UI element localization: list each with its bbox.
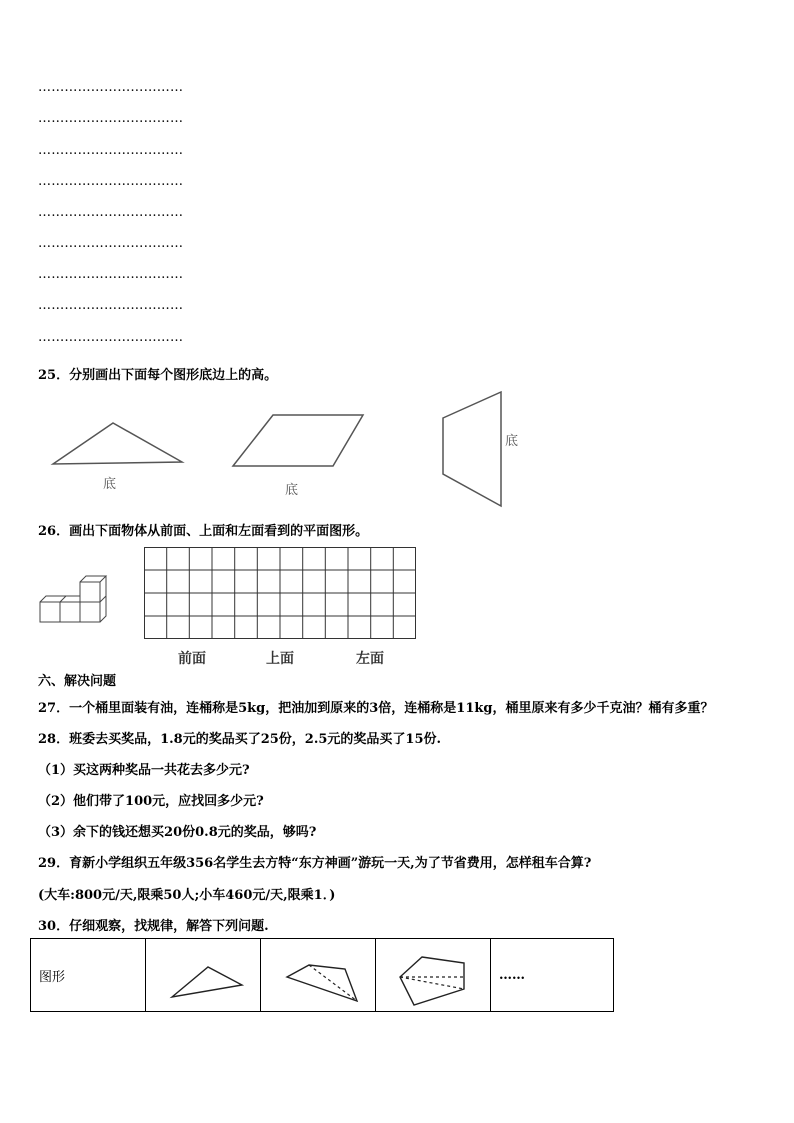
- question-28: 28．班委去买奖品，1.8元的奖品买了25份，2.5元的奖品买了15份.: [38, 732, 442, 747]
- pattern-cell-quadrilateral: [261, 939, 376, 1012]
- answer-line: ……………………………: [38, 80, 184, 95]
- view-label-left: 左面: [356, 651, 384, 667]
- triangle-figure: [40, 410, 200, 480]
- question-29-note: (大车:800元/天,限乘50人;小车460元/天,限乘1．): [38, 888, 336, 903]
- view-label-top: 上面: [266, 651, 294, 667]
- question-30: 30．仔细观察，找规律，解答下列问题.: [38, 919, 269, 934]
- question-29: 29．育新小学组织五年级356名学生去方特“东方神画”游玩一天,为了节省费用，怎样租车合算?: [38, 856, 592, 871]
- question-28-part-2: （2）他们带了100元，应找回多少元?: [38, 794, 264, 809]
- question-25: 25．分别画出下面每个图形底边上的高。: [38, 368, 278, 383]
- answer-line: ……………………………: [38, 267, 184, 282]
- answer-grid: [144, 547, 420, 641]
- question-27: 27．一个桶里面装有油，连桶称是5kg，把油加到原来的3倍，连桶称是11kg，桶里原来有多少千克油？桶有多重？: [38, 701, 714, 716]
- pattern-cell-ellipsis: ……: [491, 939, 614, 1012]
- trapezoid-figure: [435, 388, 515, 513]
- answer-line: ……………………………: [38, 298, 184, 313]
- pattern-cell-triangle: [146, 939, 261, 1012]
- question-28-part-3: （3）余下的钱还想买20份0.8元的奖品，够吗?: [38, 825, 317, 840]
- question-28-part-1: （1）买这两种奖品一共花去多少元?: [38, 763, 250, 778]
- answer-line: ……………………………: [38, 111, 184, 126]
- base-label-triangle: 底: [103, 477, 117, 492]
- answer-line: ……………………………: [38, 236, 184, 251]
- base-label-parallelogram: 底: [285, 483, 299, 498]
- pattern-table: [30, 938, 614, 1012]
- answer-line: ……………………………: [38, 143, 184, 158]
- question-26: 26．画出下面物体从前面、上面和左面看到的平面图形。: [38, 524, 369, 539]
- answer-line: ……………………………: [38, 174, 184, 189]
- answer-line: ……………………………: [38, 330, 184, 345]
- view-label-front: 前面: [178, 651, 206, 667]
- pattern-row-label: 图形: [31, 939, 146, 1012]
- section-heading: 六、解决问题: [38, 674, 117, 689]
- parallelogram-figure: [225, 405, 375, 475]
- pattern-cell-pentagon: [376, 939, 491, 1012]
- answer-line: ……………………………: [38, 205, 184, 220]
- cube-stack-figure: [38, 574, 108, 626]
- base-label-trapezoid: 底: [505, 434, 519, 449]
